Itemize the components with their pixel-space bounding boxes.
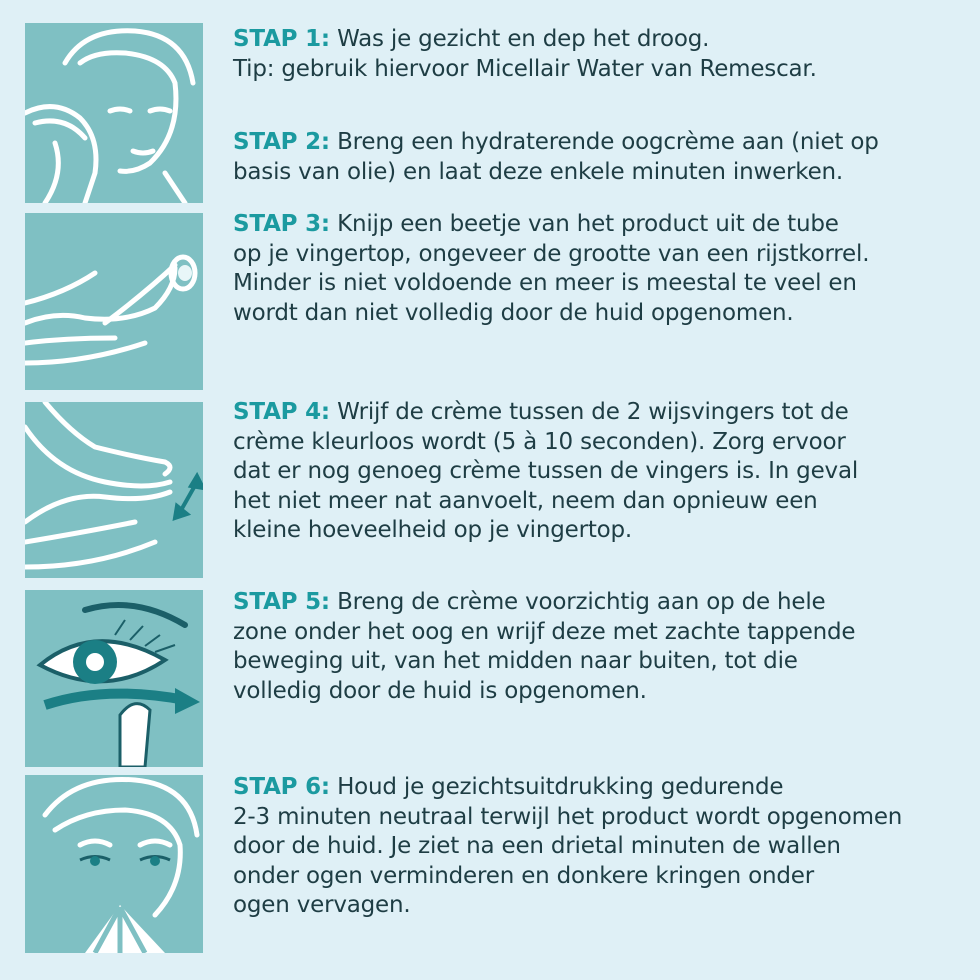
step-4 [233, 398, 963, 546]
step-2-line-2: basis van olie) en laat deze enkele minuten inwerken. [233, 158, 844, 185]
step-4-line-2: crème kleurloos wordt (5 à 10 seconden). Zorg ervoor [233, 428, 846, 455]
step-2-label: STAP 2: [233, 129, 330, 155]
step-6 [233, 773, 963, 921]
step-5-label: STAP 5: [233, 589, 330, 615]
eye-application-icon [25, 590, 203, 767]
step-6-line-1: Houd je gezichtsuitdrukking gedurende [337, 774, 784, 800]
step-6-label: STAP 6: [233, 774, 330, 800]
step-4-label: STAP 4: [233, 399, 330, 425]
step-4-illustration [25, 402, 203, 578]
step-3-label: STAP 3: [233, 211, 330, 237]
step-3-line-4: wordt dan niet volledig door de huid opgenomen. [233, 299, 794, 326]
rubbing-fingers-icon [25, 402, 203, 578]
step-5-illustration [25, 590, 203, 767]
step-6-line-4: onder ogen verminderen en donkere kringen onder [233, 862, 814, 889]
step-3-line-3: Minder is niet voldoende en meer is meestal te veel en [233, 270, 857, 296]
step-4-line-5: kleine hoeveelheid op je vingertop. [233, 517, 633, 543]
step-1 [233, 25, 963, 84]
step-1-label: STAP 1: [233, 26, 330, 52]
step-6-line-5: ogen vervagen. [233, 892, 411, 918]
step-1-line-1: Was je gezicht en dep het droog. [337, 26, 710, 52]
step-2 [233, 128, 963, 187]
step-3 [233, 210, 963, 328]
step-5-line-3: beweging uit, van het midden naar buiten, tot die [233, 648, 798, 674]
step-4-line-3: dat er nog genoeg crème tussen de vingers is. In geval [233, 458, 859, 484]
step-3-illustration [25, 213, 203, 390]
step-4-line-1: Wrijf de crème tussen de 2 wijsvingers tot de [337, 399, 849, 425]
step-3-line-1: Knijp een beetje van het product uit de tube [337, 211, 839, 237]
step-6-illustration [25, 775, 203, 953]
step-1-illustration [25, 23, 203, 203]
step-5-line-2: zone onder het oog en wrijf deze met zachte tappende [233, 618, 856, 645]
step-5-line-4: volledig door de huid is opgenomen. [233, 677, 647, 704]
face-washing-icon [25, 23, 203, 203]
step-5 [233, 588, 963, 706]
step-6-line-3: door de huid. Je ziet na een drietal minuten de wallen [233, 833, 841, 859]
step-3-line-2: op je vingertop, ongeveer de grootte van een rijstkorrel. [233, 240, 870, 267]
step-1-line-2: Tip: gebruik hiervoor Micellair Water van Remescar. [233, 55, 817, 82]
step-5-line-1: Breng de crème voorzichtig aan op de hele [337, 589, 826, 615]
step-2-line-1: Breng een hydraterende oogcrème aan (niet op [337, 129, 879, 155]
step-4-line-4: het niet meer nat aanvoelt, neem dan opnieuw een [233, 487, 818, 514]
fingertip-cream-icon [25, 213, 203, 390]
face-waiting-icon [25, 775, 203, 953]
step-6-line-2: 2-3 minuten neutraal terwijl het product wordt opgenomen [233, 803, 903, 830]
